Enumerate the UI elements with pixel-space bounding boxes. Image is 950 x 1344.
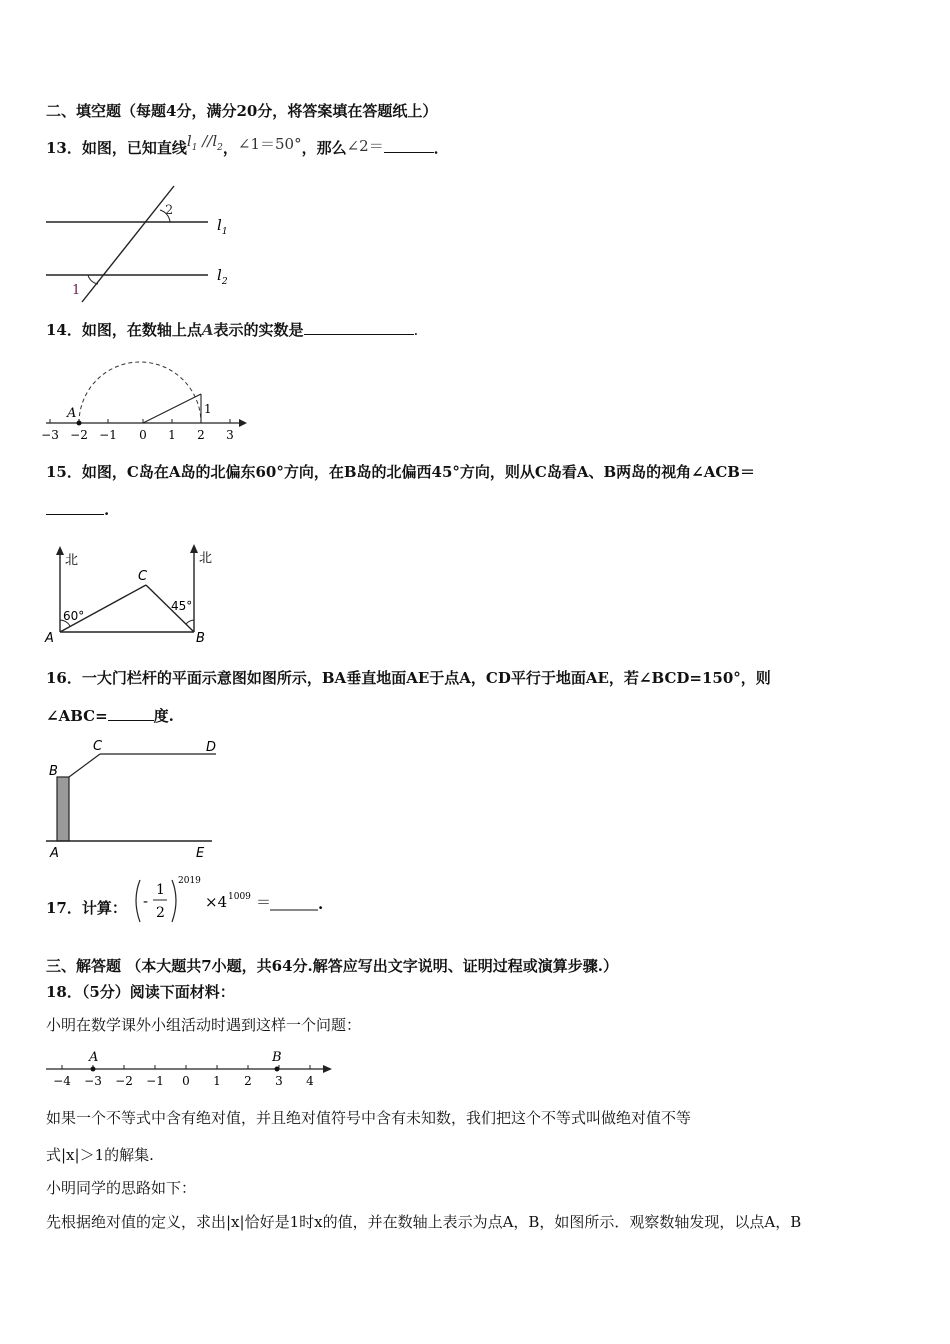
section-3-title: 三、解答题 （本大题共7小题，共64分.解答应写出文字说明、证明过程或演算步骤.） xyxy=(46,957,618,975)
question-15-answer xyxy=(46,500,109,520)
q15-end: . xyxy=(104,501,110,519)
q18-line1: 小明在数学课外小组活动时遇到这样一个问题： xyxy=(46,1016,362,1034)
q14-end: . xyxy=(413,321,419,339)
q16-answer-blank[interactable] xyxy=(108,706,154,721)
q14-figure xyxy=(40,355,260,445)
q18-line4: 小明同学的思路如下： xyxy=(46,1179,197,1197)
q13-condition xyxy=(186,132,223,153)
q14-tick-label: 3 xyxy=(226,428,234,442)
q16-fig-label-b: B xyxy=(49,764,58,779)
q14-fig-height: 1 xyxy=(204,402,212,416)
q14-answer-blank[interactable] xyxy=(304,320,414,335)
q18-line5: 先根据绝对值的定义，求出|x|恰好是1时x的值，并在数轴上表示为点A，B，如图所示．观察数轴发现，以点A，B xyxy=(46,1213,802,1231)
q17-formula xyxy=(128,872,338,934)
section-2-title: 二、填空题（每题4分，满分20分，将答案填在答题纸上） xyxy=(46,102,438,120)
q15-fig-angle-b: 45° xyxy=(171,599,193,613)
q13-parallel: // xyxy=(202,132,213,150)
q13-prefix: 13．如图，已知直线 xyxy=(46,139,187,157)
q13-l2: l xyxy=(212,132,218,150)
q14-tick-label: −2 xyxy=(70,428,88,442)
q18-tick-label: 2 xyxy=(244,1074,252,1088)
q17-numerator: 1 xyxy=(156,882,165,898)
q15-fig-label-c: C xyxy=(138,569,148,584)
q13-fig-angle2: 2 xyxy=(165,203,174,218)
q17-equals: ＝ xyxy=(256,893,272,911)
question-14 xyxy=(46,320,418,340)
q16-figure xyxy=(40,735,240,865)
q16-fig-label-d: D xyxy=(206,740,217,755)
q13-l2-sub: 2 xyxy=(217,143,223,153)
q14-point: A xyxy=(201,321,214,339)
q14-tick-label: 2 xyxy=(197,428,205,442)
q16-fig-label-c: C xyxy=(93,739,103,754)
q18-tick-label: 1 xyxy=(213,1074,221,1088)
q14-fig-point-a: A xyxy=(67,406,77,421)
q18-tick-label: 3 xyxy=(275,1074,283,1088)
q16-fig-label-a: A xyxy=(50,846,59,861)
q13-fig-l2: $l_2$ xyxy=(217,266,228,287)
q18-tick-label: 0 xyxy=(182,1074,190,1088)
q18-tick-labels xyxy=(53,1074,314,1088)
q18-line2: 如果一个不等式中含有绝对值，并且绝对值符号中含有未知数，我们把这个不等式叫做绝对值不等 xyxy=(46,1109,692,1127)
q18-tick-label: −1 xyxy=(146,1074,164,1088)
q14-tick-label: −1 xyxy=(99,428,117,442)
q18-tick-label: −2 xyxy=(115,1074,133,1088)
q13-end: ． xyxy=(433,139,449,157)
q17-denominator: 2 xyxy=(156,905,165,921)
q15-fig-label-b: B xyxy=(196,631,205,646)
question-13 xyxy=(46,132,449,165)
q17-end: . xyxy=(318,895,324,913)
q17-exponent-1: 2019 xyxy=(178,876,201,886)
q17-exponent-2: 1009 xyxy=(228,892,251,902)
q14-suffix: 表示的实数是 xyxy=(213,321,304,339)
question-17-prefix: 17．计算： xyxy=(46,899,127,917)
q15-fig-north-right: 北 xyxy=(199,551,213,566)
q17-minus: - xyxy=(143,892,149,910)
q13-mid: ，那么 xyxy=(301,139,347,157)
q14-tick-label: −3 xyxy=(41,428,59,442)
q18-tick-label: 4 xyxy=(306,1074,314,1088)
q13-l1-sub: 1 xyxy=(191,143,198,153)
q17-times-four: ×4 xyxy=(205,893,228,911)
q14-tick-label: 1 xyxy=(168,428,176,442)
q18-number-line xyxy=(40,1047,340,1092)
question-15: 15．如图，C岛在A岛的北偏东60°方向，在B岛的北偏西45°方向，则从C岛看A、B两岛的视角∠ACB＝ xyxy=(46,463,755,481)
q13-comma: ， xyxy=(222,139,238,157)
q15-answer-blank[interactable] xyxy=(46,500,104,515)
q14-tick-label: 0 xyxy=(139,428,147,442)
q13-answer-blank[interactable] xyxy=(384,138,434,153)
q18-fig-label-b: B xyxy=(272,1050,282,1065)
q16-line2-suffix: 度. xyxy=(153,707,174,725)
q14-prefix: 14．如图，在数轴上点 xyxy=(46,321,202,339)
q18-head: 18．（5分）阅读下面材料： xyxy=(46,983,235,1001)
q14-tick-labels xyxy=(41,428,234,442)
q13-angle1: ∠1＝50° xyxy=(237,135,302,153)
q13-angle2: ∠2＝ xyxy=(346,137,384,155)
q18-fig-label-a: A xyxy=(89,1050,99,1065)
q18-line3: 式|x|＞1的解集. xyxy=(46,1146,154,1164)
q13-figure xyxy=(40,180,250,310)
q13-fig-angle1: 1 xyxy=(72,283,81,298)
q15-fig-label-a: A xyxy=(45,631,54,646)
q18-tick-label: −4 xyxy=(53,1074,71,1088)
q16-line2-prefix: ∠ABC= xyxy=(46,707,108,725)
q18-tick-label: −3 xyxy=(84,1074,102,1088)
q15-fig-angle-a: 60° xyxy=(63,609,85,623)
q13-l1: l xyxy=(186,132,192,150)
q15-fig-north-left: 北 xyxy=(65,553,79,568)
q15-figure xyxy=(40,542,240,652)
q16-fig-label-e: E xyxy=(196,846,205,861)
q13-fig-l1: $l_1$ xyxy=(217,216,228,237)
question-16: 16．一大门栏杆的平面示意图如图所示，BA垂直地面AE于点A，CD平行于地面AE，若∠BCD=150°，则 xyxy=(46,669,771,687)
question-16-line2 xyxy=(46,706,174,726)
